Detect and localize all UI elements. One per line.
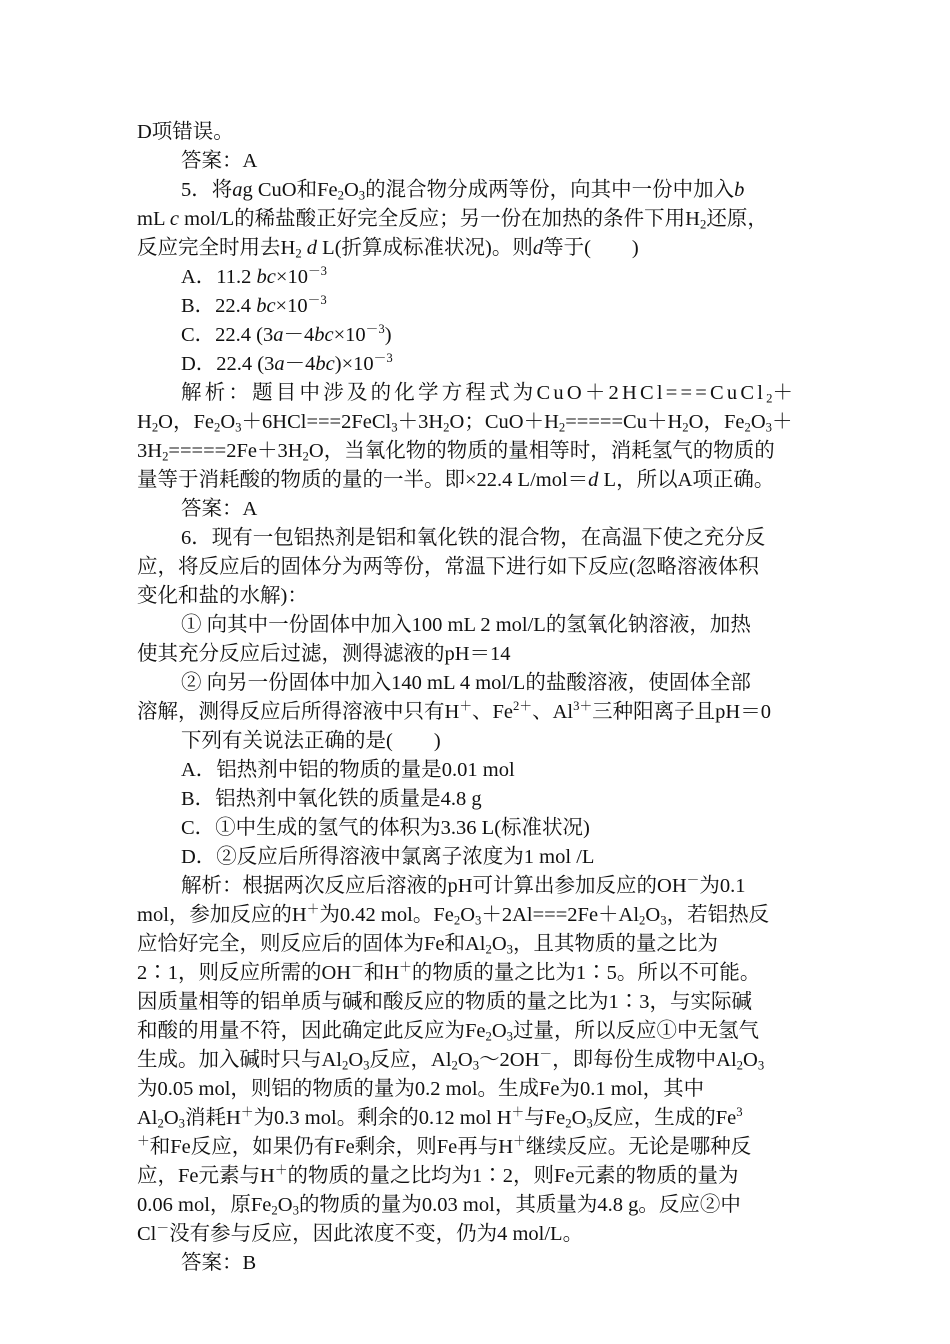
q6-explanation: 解析：根据两次反应后溶液的pH可计算出参加反应的OH－为0.1 mol，参加反应的H＋为0.42 mol。$Fe_2O_3+2Al===2Fe+Al_2O_3$，若铝热反 应恰好完全，则反应后的固体为Fe和$Al_2O_3$，且其物质的量之比为 2∶1，则反应所需的OH－和H＋的物质的量之比为1∶5。所以不可能。 因质量相等的铝单质与碱和酸反应的物质的量之比为1∶3，与实际碱 和酸的用量不符，因此确定此反应为$Fe_2O_3$过量，所以反应①中无氢气 生成。加入碱时只与$Al_2O_3$反应，$Al_2O_3\sim 2OH^-$，即每份生成物中$Al_2O_3$ 为0.05 mol，则铝的物质的量为0.2 mol。生成Fe为0.1 mol，其中 $Al_2O_3$消耗H＋为0.3 mol。剩余的0.12 mol H＋与$Fe_2O_3$反应，生成的Fe$^3$ ＋和Fe反应，如果仍有Fe剩余，则Fe再与H＋继续反应。无论是哪种反 应，Fe元素与H＋的物质的量之比均为1∶2，则Fe元素的物质的量为 0.06 mol，原$Fe_2O_3$的物质的量为0.03 mol，其质量为4.8 g。反应②中 Cl－没有参与反应，因此浓度不变，仍为4 mol/L。 [137, 873, 770, 1245]
prev-tail: D项错误。 [137, 121, 234, 143]
q6-answer: 答案：B [181, 1252, 257, 1274]
q5-option-b: B．22.4 $bc\times 10^{-3}$ [181, 293, 327, 317]
q5-answer: 答案：A [181, 498, 258, 520]
q6-option-a: A．铝热剂中铝的物质的量是0.01 mol [181, 759, 515, 781]
q4-answer: 答案：A [181, 150, 258, 172]
document-page [137, 118, 817, 1278]
q5-option-d: D．22.4 $(3a-4bc)\times 10^{-3}$ [181, 351, 393, 375]
q6-option-d: D．②反应后所得溶液中氯离子浓度为1 mol /L [181, 846, 595, 868]
q5-option-a: A．11.2 $bc\times 10^{-3}$ [181, 264, 328, 288]
question-5 [137, 176, 817, 524]
q6-condition-1: ① 向其中一份固体中加入100 mL 2 mol/L的氢氧化钠溶液，加热 使其充分反应后过滤，测得滤液的pH＝14 [137, 614, 751, 665]
q6-option-b: B．铝热剂中氧化铁的质量是4.8 g [181, 788, 482, 810]
q5-stem: 5．将ag CuO和$Fe_2O_3$的混合物分成两等份，向其中一份中加入b mL c mol/L的稀盐酸正好完全反应；另一份在加热的条件下用$H_2$还原， 反应完全时用去$H_2$ d L(折算成标准状况)。则d等于( ) [137, 179, 768, 261]
q6-option-c: C．①中生成的氢气的体积为3.36 L(标准状况) [181, 817, 590, 839]
q6-stem: 6．现有一包铝热剂是铝和氧化铁的混合物，在高温下使之充分反 应，将反应后的固体分为两等份，常温下进行如下反应(忽略溶液体积 变化和盐的水解)： [137, 527, 766, 607]
q6-question: 下列有关说法正确的是( ) [181, 730, 441, 752]
q5-option-c: C．22.4 $(3a-4bc\times 10^{-3})$ [181, 322, 392, 346]
q5-explanation: 解析：题目中涉及的化学方程式为CuO＋2HCl===CuCl$_2$＋ $H_2O$，$Fe_2O_3+6HCl===2FeCl_3+3H_2O$；$CuO+H_2=====Cu+H_2O$，$Fe_2O_3+$ $3H_2=====2Fe+3H_2O$，当氧化物的物质的量相等时，消耗氢气的物质的 量等于消耗酸的物质的量的一半。即×22.4 L/mol＝d L，所以A项正确。 [137, 382, 793, 491]
q6-condition-2: ② 向另一份固体中加入140 mL 4 mol/L的盐酸溶液，使固体全部 溶解，测得反应后所得溶液中只有H＋、$Fe^{2+}$、$Al^{3+}$三种阳离子且pH＝0 [137, 672, 771, 723]
question-6 [137, 524, 817, 1278]
